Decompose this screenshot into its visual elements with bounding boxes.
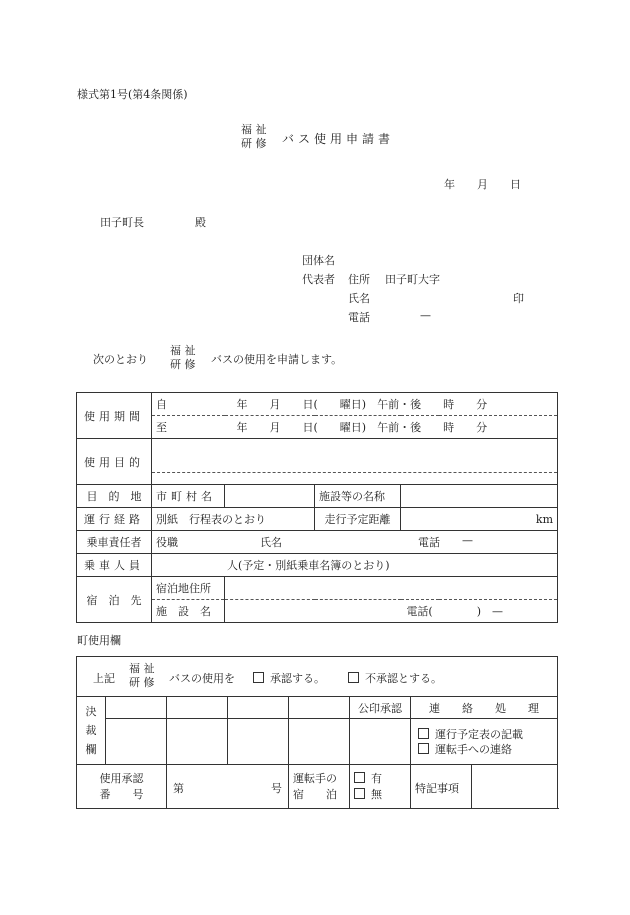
remarks-divider xyxy=(471,765,472,808)
intro-stack xyxy=(170,344,196,372)
seal-approval-cell[interactable] xyxy=(350,719,411,765)
lodging-address-label: 宿泊地住所 xyxy=(152,577,225,600)
intro-stack-bottom: 研 修 xyxy=(170,358,196,371)
approval-number-field[interactable] xyxy=(167,765,289,809)
driver-label-1: 運転手の xyxy=(293,771,337,785)
checkbox-icon xyxy=(354,772,365,783)
checkbox-icon xyxy=(418,728,429,739)
lodging-phone: 電話( ) — xyxy=(406,605,504,618)
decision-label-3: 欄 xyxy=(85,743,97,756)
driver-yes-checkbox[interactable] xyxy=(354,771,406,787)
rep-label: 代表者 xyxy=(302,273,335,286)
addressee-honorific: 殿 xyxy=(195,216,206,229)
approval-prefix: 上記 xyxy=(93,672,115,685)
decision-label-1: 決 xyxy=(85,705,97,718)
facility-label: 施設等の名称 xyxy=(315,485,401,508)
reject-checkbox[interactable] xyxy=(348,670,442,686)
decision-cell[interactable] xyxy=(228,697,289,719)
decision-cell[interactable] xyxy=(289,697,350,719)
checkbox-icon xyxy=(348,672,359,683)
approval-stack xyxy=(129,662,155,690)
period-from-field[interactable]: 年 月 日( 曜日) 午前・後 時 分 xyxy=(225,393,558,416)
purpose-dash-line xyxy=(152,450,557,473)
addressee-name: 田子町長 xyxy=(100,216,144,229)
municipality-label: 市町村名 xyxy=(152,485,225,508)
approval-number-label xyxy=(77,765,167,809)
decision-seal-cell[interactable] xyxy=(228,719,289,765)
liaison-cell xyxy=(411,719,558,765)
purpose-field[interactable] xyxy=(152,439,558,485)
town-section-label: 町使用欄 xyxy=(77,634,121,647)
lodging-facility-field[interactable] xyxy=(225,600,558,623)
distance-label: 走行予定距離 xyxy=(315,508,401,531)
date-line: 年 月 日 xyxy=(444,178,521,191)
town-table xyxy=(76,656,558,809)
applicant-name-label: 氏名 xyxy=(348,292,370,305)
driver-no-label: 無 xyxy=(371,787,382,801)
group-label: 団体名 xyxy=(302,254,335,267)
liaison-label: 連 絡 処 理 xyxy=(411,697,558,719)
address-label: 住所 xyxy=(348,273,370,286)
approve-option-label: 承認する。 xyxy=(270,672,325,685)
reject-option-label: 不承認とする。 xyxy=(365,672,442,685)
page-title: バス使用申請書 xyxy=(282,132,395,146)
checkbox-icon xyxy=(418,743,429,754)
driver-lodging-label xyxy=(289,765,350,809)
checkbox-icon xyxy=(253,672,264,683)
lodging-label: 宿 泊 先 xyxy=(77,577,152,623)
route-label: 運行経路 xyxy=(77,508,152,531)
liaison-item-schedule[interactable] xyxy=(418,727,553,742)
remarks-field[interactable] xyxy=(411,765,558,809)
approval-stack-top: 福 祉 xyxy=(129,662,155,675)
purpose-label: 使用目的 xyxy=(77,439,152,485)
application-table xyxy=(76,392,558,623)
period-to-label: 至 xyxy=(152,416,225,439)
remarks-label: 特記事項 xyxy=(415,782,459,795)
title-stack-bottom: 研 修 xyxy=(241,137,267,150)
leader-phone-label: 電話 xyxy=(418,536,440,549)
distance-field[interactable] xyxy=(401,508,558,531)
municipality-field[interactable] xyxy=(225,485,315,508)
approval-row xyxy=(77,657,558,697)
number-prefix: 第 xyxy=(173,782,184,795)
checkbox-icon xyxy=(354,788,365,799)
facility-field[interactable] xyxy=(401,485,558,508)
destination-label: 目 的 地 xyxy=(77,485,152,508)
driver-no-checkbox[interactable] xyxy=(354,787,406,803)
liaison-item-driver[interactable] xyxy=(418,742,553,757)
seal-approval-label: 公印承認 xyxy=(350,697,411,719)
title-stack-top: 福 祉 xyxy=(241,123,267,136)
applicant-phone-label: 電話 xyxy=(348,311,370,324)
lodging-address-field[interactable] xyxy=(225,577,558,600)
approval-number-label-2: 番 号 xyxy=(99,787,144,801)
passengers-value: 人(予定・別紙乗車名簿のとおり) xyxy=(227,559,390,572)
decision-cell[interactable] xyxy=(106,697,167,719)
passengers-label: 乗車人員 xyxy=(77,554,152,577)
leader-name-label: 氏名 xyxy=(260,536,282,549)
liaison-item-label: 運転手への連絡 xyxy=(435,742,512,756)
title-stack xyxy=(241,123,267,151)
number-suffix: 号 xyxy=(271,782,282,795)
approval-number-label-1: 使用承認 xyxy=(99,771,144,785)
intro-prefix: 次のとおり xyxy=(93,353,148,366)
leader-post-label: 役職 xyxy=(156,536,178,549)
passengers-field[interactable] xyxy=(152,554,558,577)
address-value: 田子町大字 xyxy=(385,273,440,286)
form-label: 様式第1号(第4条関係) xyxy=(77,88,188,101)
lodging-facility-label: 施 設 名 xyxy=(152,600,225,623)
intro-suffix: バスの使用を申請します。 xyxy=(211,353,343,366)
decision-label xyxy=(77,697,106,765)
approve-checkbox[interactable] xyxy=(253,670,325,686)
decision-cell[interactable] xyxy=(167,697,228,719)
decision-seal-cell[interactable] xyxy=(289,719,350,765)
intro-stack-top: 福 祉 xyxy=(170,344,196,357)
driver-yes-label: 有 xyxy=(371,771,382,785)
period-label: 使用期間 xyxy=(77,393,152,439)
driver-label-2: 宿 泊 xyxy=(293,787,337,801)
leader-field[interactable] xyxy=(152,531,558,554)
distance-unit: km xyxy=(535,512,554,526)
leader-label: 乗車責任者 xyxy=(77,531,152,554)
applicant-phone-dash: — xyxy=(420,309,431,322)
decision-label-2: 裁 xyxy=(85,724,97,737)
seal-mark: 印 xyxy=(513,292,524,305)
route-value[interactable]: 別紙 行程表のとおり xyxy=(152,508,315,531)
period-to-field[interactable]: 年 月 日( 曜日) 午前・後 時 分 xyxy=(225,416,558,439)
decision-seal-cell[interactable] xyxy=(167,719,228,765)
approval-stack-bottom: 研 修 xyxy=(129,676,155,689)
period-from-label: 自 xyxy=(152,393,225,416)
driver-lodging-options xyxy=(350,765,411,809)
decision-seal-cell[interactable] xyxy=(106,719,167,765)
liaison-item-label: 運行予定表の記載 xyxy=(435,727,523,741)
approval-text: バスの使用を xyxy=(169,672,235,685)
leader-phone-dash: — xyxy=(462,534,473,547)
